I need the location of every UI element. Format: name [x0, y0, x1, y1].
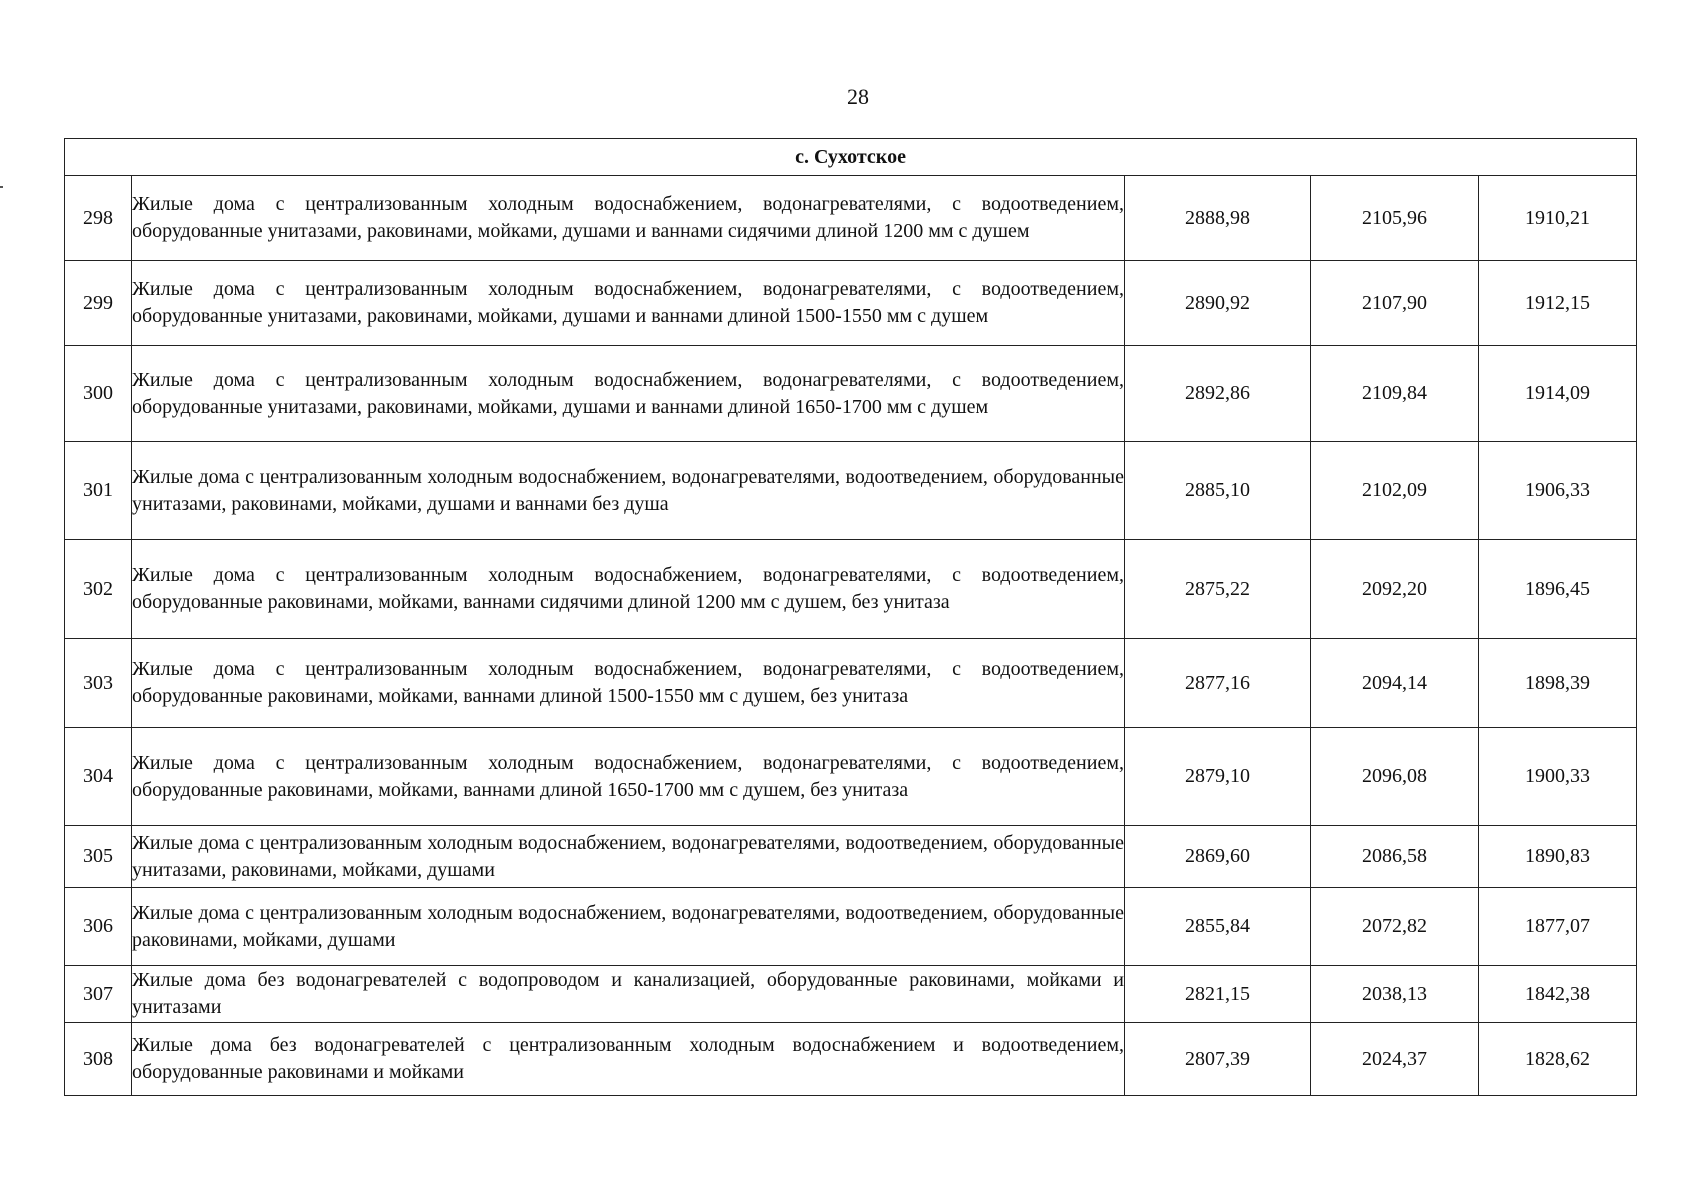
row-value-2: 2096,08 [1311, 728, 1479, 826]
table-row [65, 826, 1637, 888]
row-value-1: 2888,98 [1125, 176, 1311, 261]
row-number: 307 [65, 966, 132, 1023]
table-row [65, 442, 1637, 540]
row-value-3: 1910,21 [1479, 176, 1637, 261]
row-value-3: 1900,33 [1479, 728, 1637, 826]
row-value-2: 2024,37 [1311, 1023, 1479, 1096]
row-number: 304 [65, 728, 132, 826]
row-value-3: 1898,39 [1479, 639, 1637, 728]
row-value-3: 1912,15 [1479, 261, 1637, 346]
row-description: Жилые дома без водонагревателей с водопроводом и канализацией, оборудованные раковинами, мойками и унитазами [132, 966, 1125, 1023]
row-description: Жилые дома с централизованным холодным водоснабжением, водонагревателями, с водоотведением, оборудованные раковинами, мойками, ваннами сидячими длиной 1200 мм с душем, без унитаза [132, 540, 1125, 639]
row-value-3: 1906,33 [1479, 442, 1637, 540]
row-value-3: 1890,83 [1479, 826, 1637, 888]
row-value-2: 2107,90 [1311, 261, 1479, 346]
row-value-3: 1914,09 [1479, 346, 1637, 442]
row-value-3: 1828,62 [1479, 1023, 1637, 1096]
row-value-1: 2879,10 [1125, 728, 1311, 826]
section-title: с. Сухотское [65, 139, 1637, 176]
row-number: 308 [65, 1023, 132, 1096]
row-value-2: 2105,96 [1311, 176, 1479, 261]
row-value-2: 2086,58 [1311, 826, 1479, 888]
row-description: Жилые дома с централизованным холодным водоснабжением, водонагревателями, водоотведением, оборудованные унитазами, раковинами, мойками, душами и ваннами без душа [132, 442, 1125, 540]
table-row [65, 261, 1637, 346]
table-row [65, 540, 1637, 639]
row-value-1: 2875,22 [1125, 540, 1311, 639]
row-description: Жилые дома с централизованным холодным водоснабжением, водонагревателями, с водоотведением, оборудованные унитазами, раковинами, мойками, душами и ваннами длиной 1500-1550 мм с душем [132, 261, 1125, 346]
row-value-1: 2869,60 [1125, 826, 1311, 888]
row-description: Жилые дома с централизованным холодным водоснабжением, водонагревателями, с водоотведением, оборудованные раковинами, мойками, ваннами длиной 1650-1700 мм с душем, без унитаза [132, 728, 1125, 826]
row-description: Жилые дома без водонагревателей с централизованным холодным водоснабжением и водоотведением, оборудованные раковинами и мойками [132, 1023, 1125, 1096]
row-value-1: 2821,15 [1125, 966, 1311, 1023]
row-value-1: 2877,16 [1125, 639, 1311, 728]
table-row [65, 1023, 1637, 1096]
row-description: Жилые дома с централизованным холодным водоснабжением, водонагревателями, с водоотведением, оборудованные раковинами, мойками, ваннами длиной 1500-1550 мм с душем, без унитаза [132, 639, 1125, 728]
table-row [65, 639, 1637, 728]
table-row [65, 346, 1637, 442]
row-value-3: 1842,38 [1479, 966, 1637, 1023]
row-value-1: 2892,86 [1125, 346, 1311, 442]
row-value-1: 2890,92 [1125, 261, 1311, 346]
row-value-2: 2109,84 [1311, 346, 1479, 442]
table-row [65, 966, 1637, 1023]
row-description: Жилые дома с централизованным холодным водоснабжением, водонагревателями, водоотведением, оборудованные раковинами, мойками, душами [132, 888, 1125, 966]
row-description: Жилые дома с централизованным холодным водоснабжением, водонагревателями, водоотведением, оборудованные унитазами, раковинами, мойками, душами [132, 826, 1125, 888]
row-value-1: 2807,39 [1125, 1023, 1311, 1096]
table-row [65, 176, 1637, 261]
row-value-2: 2092,20 [1311, 540, 1479, 639]
row-number: 300 [65, 346, 132, 442]
row-number: 302 [65, 540, 132, 639]
row-number: 298 [65, 176, 132, 261]
table-row [65, 888, 1637, 966]
row-value-2: 2038,13 [1311, 966, 1479, 1023]
section-header-row [65, 139, 1637, 176]
row-number: 306 [65, 888, 132, 966]
row-value-1: 2855,84 [1125, 888, 1311, 966]
page-number: 28 [847, 84, 869, 109]
row-value-1: 2885,10 [1125, 442, 1311, 540]
row-value-2: 2094,14 [1311, 639, 1479, 728]
row-description: Жилые дома с централизованным холодным водоснабжением, водонагревателями, с водоотведением, оборудованные унитазами, раковинами, мойками, душами и ваннами сидячими длиной 1200 мм с душем [132, 176, 1125, 261]
scan-mark [0, 186, 3, 188]
row-value-3: 1877,07 [1479, 888, 1637, 966]
row-value-2: 2072,82 [1311, 888, 1479, 966]
row-number: 305 [65, 826, 132, 888]
row-value-2: 2102,09 [1311, 442, 1479, 540]
row-description: Жилые дома с централизованным холодным водоснабжением, водонагревателями, с водоотведением, оборудованные унитазами, раковинами, мойками, душами и ваннами длиной 1650-1700 мм с душем [132, 346, 1125, 442]
row-number: 299 [65, 261, 132, 346]
tariff-table [64, 138, 1637, 1096]
table-row [65, 728, 1637, 826]
row-number: 301 [65, 442, 132, 540]
row-value-3: 1896,45 [1479, 540, 1637, 639]
row-number: 303 [65, 639, 132, 728]
